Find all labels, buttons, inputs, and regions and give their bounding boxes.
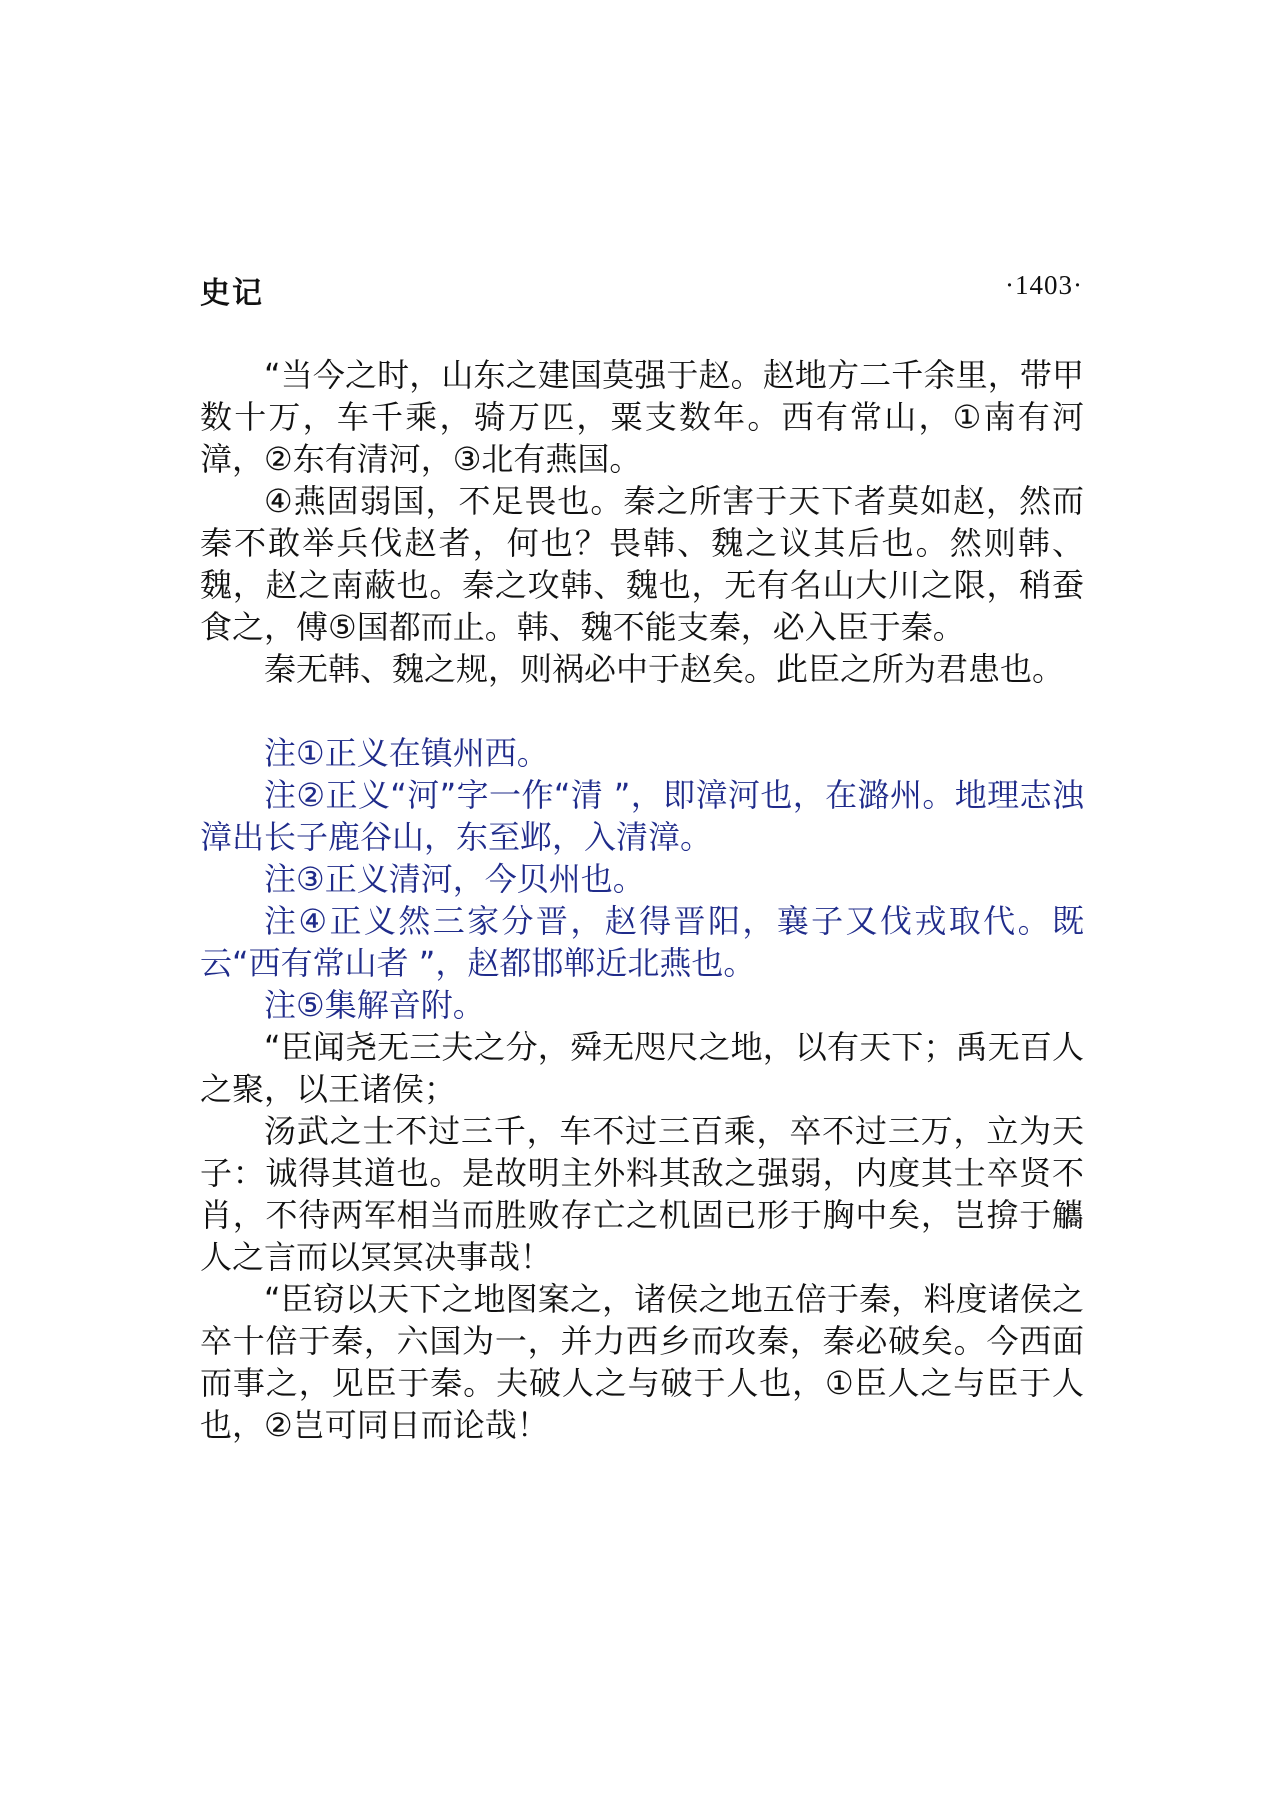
note-item: 注⑤集解音附。 xyxy=(264,986,485,1024)
note-item: 注①正义在镇州西。 xyxy=(264,734,549,772)
page-content xyxy=(200,354,1084,1446)
main-paragraph: 秦无韩、魏之规，则祸必中于赵矣。此臣之所为君患也。 xyxy=(264,650,1065,688)
continuation-paragraph: 汤武之士不过三千，车不过三百乘，卒不过三万，立为天子：诚得其道也。是故明主外料其敌之强弱，内度其士卒贤不肖，不待两军相当而胜败存亡之机固已形于胸中矣，岂揜于觿人之言而以冥冥决事哉！ xyxy=(200,1112,1084,1276)
note-item: 注④正义然三家分晋，赵得晋阳，襄子又伐戎取代。既云“西有常山者 ”，赵都邯郸近北燕也。 xyxy=(200,902,1084,982)
main-paragraph: ④燕固弱国，不足畏也。秦之所害于天下者莫如赵，然而秦不敢举兵伐赵者，何也？畏韩、魏之议其后也。然则韩、魏，赵之南蔽也。秦之攻韩、魏也，无有名山大川之限，稍蚕食之，傅⑤国都而止。韩、魏不能支秦，必入臣于秦。 xyxy=(200,482,1084,646)
main-paragraph: “当今之时，山东之建国莫强于赵。赵地方二千余里，带甲数十万，车千乘，骑万匹，粟支数年。西有常山，①南有河漳，②东有清河，③北有燕国。 xyxy=(200,356,1084,478)
note-item: 注③正义清河，今贝州也。 xyxy=(264,860,645,898)
continuation-paragraph: “臣窃以天下之地图案之，诸侯之地五倍于秦，料度诸侯之卒十倍于秦，六国为一，并力西乡而攻秦，秦必破矣。今西面而事之，见臣于秦。夫破人之与破于人也，①臣人之与臣于人也，②岂可同日而论哉！ xyxy=(200,1280,1084,1444)
page-number: ·1403· xyxy=(1005,270,1083,300)
continuation-paragraph: “臣闻尧无三夫之分，舜无咫尺之地，以有天下；禹无百人之聚，以王诸侯； xyxy=(200,1028,1084,1108)
page-header xyxy=(200,268,1083,311)
note-item: 注②正义“河”字一作“清 ”，即漳河也，在潞州。地理志浊漳出长子鹿谷山，东至邺，入清漳。 xyxy=(200,776,1084,856)
book-title: 史记 xyxy=(200,276,264,311)
notes-section xyxy=(200,732,1084,1026)
